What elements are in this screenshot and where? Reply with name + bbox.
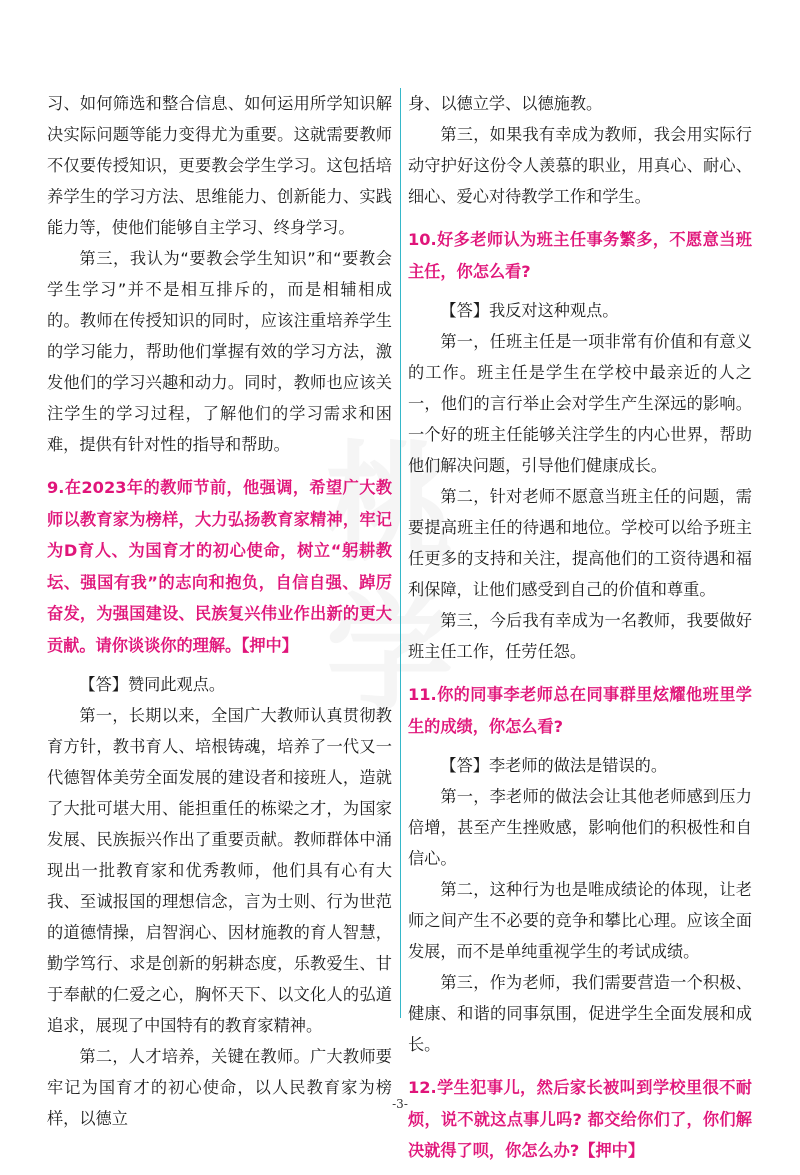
answer-label: 【答】赞同此观点。 (79, 675, 226, 694)
page-number: -3- (392, 1097, 408, 1111)
paragraph: 第二，人才培养，关键在教师。广大教师要牢记为国育才的初心使命，以人民教育家为榜样，以德立 (47, 1047, 392, 1128)
answer-label: 【答】李老师的做法是错误的。 (440, 756, 668, 775)
question-9 (47, 472, 392, 661)
paragraph: 第二，这种行为也是唯成绩论的体现，让老师之间产生不必要的竞争和攀比心理。应该全面发展，而不是单纯重视学生的考试成绩。 (408, 880, 752, 961)
paragraph: 第三，如果我有幸成为教师，我会用实际行动守护好这份令人羡慕的职业，用真心、耐心、细心、爱心对待教学工作和学生。 (408, 125, 752, 206)
right-column (408, 88, 752, 1175)
paragraph: 第一，任班主任是一项非常有价值和有意义的工作。班主任是学生在学校中最亲近的人之一，他们的言行举止会对学生产生深远的影响。一个好的班主任能够关注学生的内心世界，帮助他们解决问题，引导他们健康成长。 (408, 332, 752, 475)
question-10: 10.好多老师认为班主任事务繁多，不愿意当班主任，你怎么看? (408, 230, 752, 281)
question-tag: 【押中】 (579, 1141, 645, 1160)
question-tag: 【押中】 (241, 635, 298, 655)
paragraph: 第二，针对老师不愿意当班主任的问题，需要提高班主任的待遇和地位。学校可以给予班主任更多的支持和关注，提高他们的工资待遇和福利保障，让他们感受到自己的价值和尊重。 (408, 487, 752, 599)
paragraph: 第三，我认为“要教会学生知识”和“要教会学生学习”并不是相互排斥的，而是相辅相成的。教师在传授知识的同时，应该注重培养学生的学习能力，帮助他们掌握有效的学习方法，激发他们的学习兴趣和动力。同时，教师也应该关注学生的学习过程，了解他们的学习需求和困难，提供有针对性的指导和帮助。 (47, 249, 392, 454)
paragraph: 习、如何筛选和整合信息、如何运用所学知识解决实际问题等能力变得尤为重要。这就需要教师不仅要传授知识，更要教会学生学习。这包括培养学生的学习方法、思维能力、创新能力、实践能力等，使他们能够自主学习、终身学习。 (47, 94, 392, 237)
paragraph: 第一，李老师的做法会让其他老师感到压力倍增，甚至产生挫败感，影响他们的积极性和自信心。 (408, 787, 752, 868)
paragraph: 身、以德立学、以德施教。 (408, 94, 603, 113)
question-text: 12.学生犯事儿，然后家长被叫到学校里很不耐烦，说不就这点事儿吗? 都交给你们了，你们解决就得了呗，你怎么办? (408, 1078, 752, 1160)
watermark: 桃 学 (325, 430, 454, 729)
question-text: 9.在2023年的教师节前，他强调，希望广大教师以教育家为榜样，大力弘扬教育家精神，牢记为D育人、为国育才的初心使命，树立“躬耕教坛、强国有我”的志向和抱负，自信自强、踔厉奋发，为强国建设、民族复兴伟业作出新的更大贡献。请你谈谈你的理解。 (47, 478, 392, 655)
question-12 (408, 1072, 752, 1167)
paragraph: 第三，作为老师，我们需要营造一个积极、健康、和谐的同事氛围，促进学生全面发展和成长。 (408, 973, 752, 1054)
question-11: 11.你的同事李老师总在同事群里炫耀他班里学生的成绩，你怎么看? (408, 685, 752, 736)
left-column (47, 88, 392, 1134)
paragraph: 第一，长期以来，全国广大教师认真贯彻教育方针，教书育人、培根铸魂，培养了一代又一代德智体美劳全面发展的建设者和接班人，造就了大批可堪大用、能担重任的栋梁之才，为国家发展、民族振兴作出了重要贡献。教师群体中涌现出一批教育家和优秀教师，他们具有心有大我、至诚报国的理想信念，言为士则、行为世范的道德情操，启智润心、因材施教的育人智慧，勤学笃行、求是创新的躬耕态度，乐教爱生、甘于奉献的仁爱之心，胸怀天下、以文化人的弘道追求，展现了中国特有的教育家精神。 (47, 706, 392, 1035)
paragraph: 第三，今后我有幸成为一名教师，我要做好班主任工作，任劳任怨。 (408, 611, 752, 661)
column-divider (400, 88, 401, 1018)
answer-label: 【答】我反对这种观点。 (440, 301, 619, 320)
